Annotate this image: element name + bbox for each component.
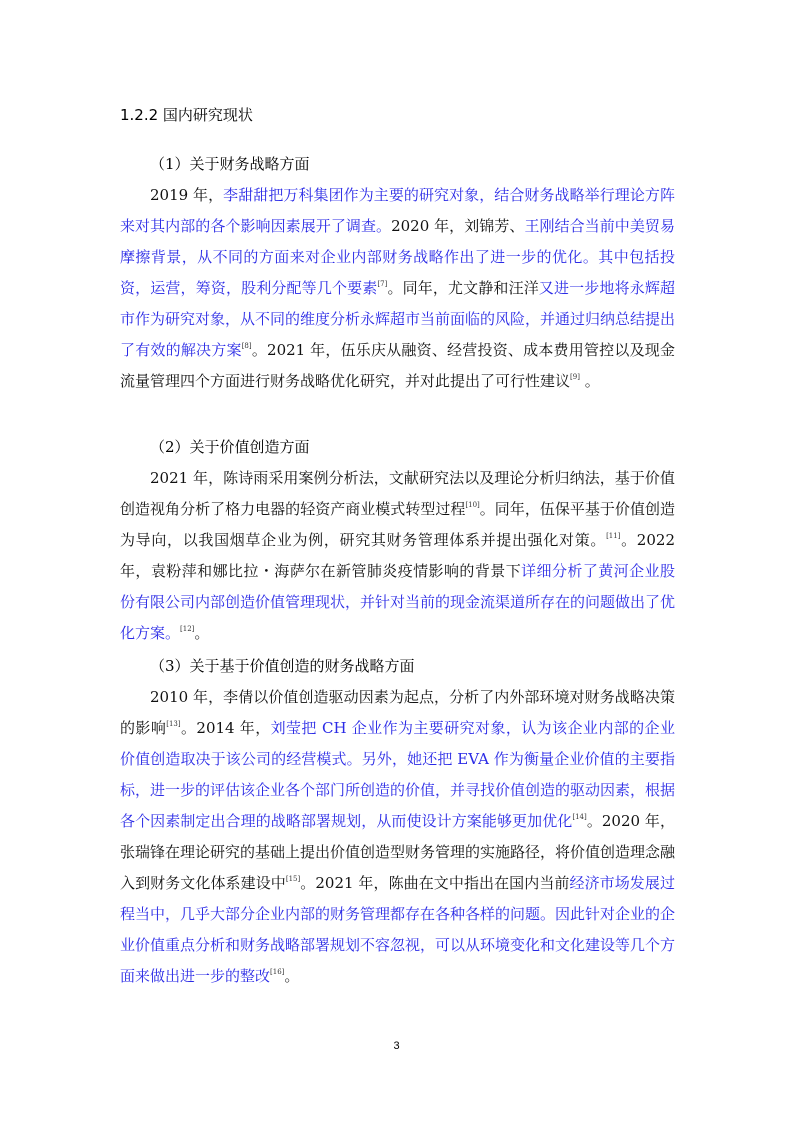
citation-ref: [15] bbox=[285, 875, 301, 883]
text-run: 2019 年， bbox=[150, 186, 224, 204]
citation-ref: [8] bbox=[241, 342, 252, 350]
highlighted-text-run: 王刚结合当前中美贸易摩擦背景，从不同的方面来对企业内部财务战略作出了进一步的优化。其中包括投资，运营，筹资，股利分配等几个要素 bbox=[120, 217, 675, 297]
text-run: 。同年，伍保平基于价值创造为导向，以我国烟草企业为例，研究其财务管理体系并提出强化对策。 bbox=[120, 500, 675, 549]
text-run: 。2020 年，张瑞锋在理论研究的基础上提出价值创造型财务管理的实施路径，将价值创造理念融入到财务文化体系建设中 bbox=[120, 812, 676, 892]
citation-ref: [13] bbox=[166, 720, 181, 728]
paragraph-value-creation bbox=[120, 463, 675, 649]
subsection-title-value-based-strategy: （3）关于基于价值创造的财务战略方面 bbox=[150, 657, 415, 675]
citation-ref: [12] bbox=[180, 625, 195, 633]
subsection-title-value-creation: （2）关于价值创造方面 bbox=[150, 438, 310, 456]
text-run: 。2021 年，陈曲在文中指出在国内当前 bbox=[300, 874, 570, 892]
citation-ref: [10] bbox=[465, 501, 480, 509]
subsection-title-financial-strategy: （1）关于财务战略方面 bbox=[150, 155, 310, 173]
highlighted-text-run: 经济市场发展过程当中，几乎大部分企业内部的财务管理都存在各种各样的问题。因此针对企业的企业价值重点分析和财务战略部署规划不容忽视，可以从环境变化和文化建设等几个方面来做出进一步的整改 bbox=[120, 874, 676, 985]
text-run: 2021 年，陈诗雨采用案例分析法，文献研究法以及理论分析归纳法，基于价值创造视角分析了格力电器的轻资产商业模式转型过程 bbox=[120, 469, 675, 518]
text-run: 2020 年，刘锦芳、 bbox=[391, 217, 525, 235]
highlighted-text-run: 详细分析了黄河企业股份有限公司内部创造价值管理现状，并针对当前的现金流渠道所存在的问题做出了优化方案。 bbox=[120, 562, 676, 642]
text-run: 2010 年，李倩以价值创造驱动因素为起点，分析了内外部环境对财务战略决策的影响 bbox=[120, 688, 675, 737]
paragraph-financial-strategy bbox=[120, 180, 675, 397]
text-run: 。2021 年，伍乐庆从融资、经营投资、成本费用管控以及现金流量管理四个方面进行财务战略优化研究，并对此提出了可行性建议 bbox=[120, 341, 675, 390]
section-heading: 1.2.2 国内研究现状 bbox=[120, 106, 253, 124]
highlighted-text-run: 又进一步地将永辉超市作为研究对象，从不同的维度分析永辉超市当前面临的风险，并通过归纳总结提出了有效的解决方案 bbox=[120, 279, 676, 359]
highlighted-text-run: 刘莹把 CH 企业作为主要研究对象，认为该企业内部的企业价值创造取决于该公司的经营模式。另外，她还把 EVA 作为衡量企业价值的主要指标，进一步的评估该企业各个部门所创造的价值，并寻找价值创造的驱动因素，根据各个因素制定出合理的战略部署规划，从而使设计方案能够更加优化 bbox=[120, 719, 676, 830]
citation-ref: [14] bbox=[572, 813, 587, 821]
text-run: 。 bbox=[194, 624, 210, 642]
citation-ref: [16] bbox=[270, 968, 285, 976]
citation-ref: [11] bbox=[606, 532, 621, 540]
text-run: 。2022 年，袁粉萍和娜比拉・海萨尔在新管肺炎疫情影响的背景下 bbox=[120, 531, 675, 580]
highlighted-text-run: 李甜甜把万科集团作为主要的研究对象，结合财务战略举行理论方阵来对其内部的各个影响因素展开了调查。 bbox=[120, 186, 675, 235]
page-number: 3 bbox=[393, 1040, 400, 1052]
text-run: 。 bbox=[284, 967, 300, 985]
text-run: 。同年，尤文静和汪洋 bbox=[387, 279, 539, 297]
citation-ref: [7] bbox=[377, 280, 388, 288]
paragraph-value-based-strategy bbox=[120, 682, 675, 992]
citation-ref: [9] bbox=[570, 373, 580, 381]
text-run: 。 bbox=[579, 372, 600, 390]
text-run: 。2014 年， bbox=[180, 719, 271, 737]
